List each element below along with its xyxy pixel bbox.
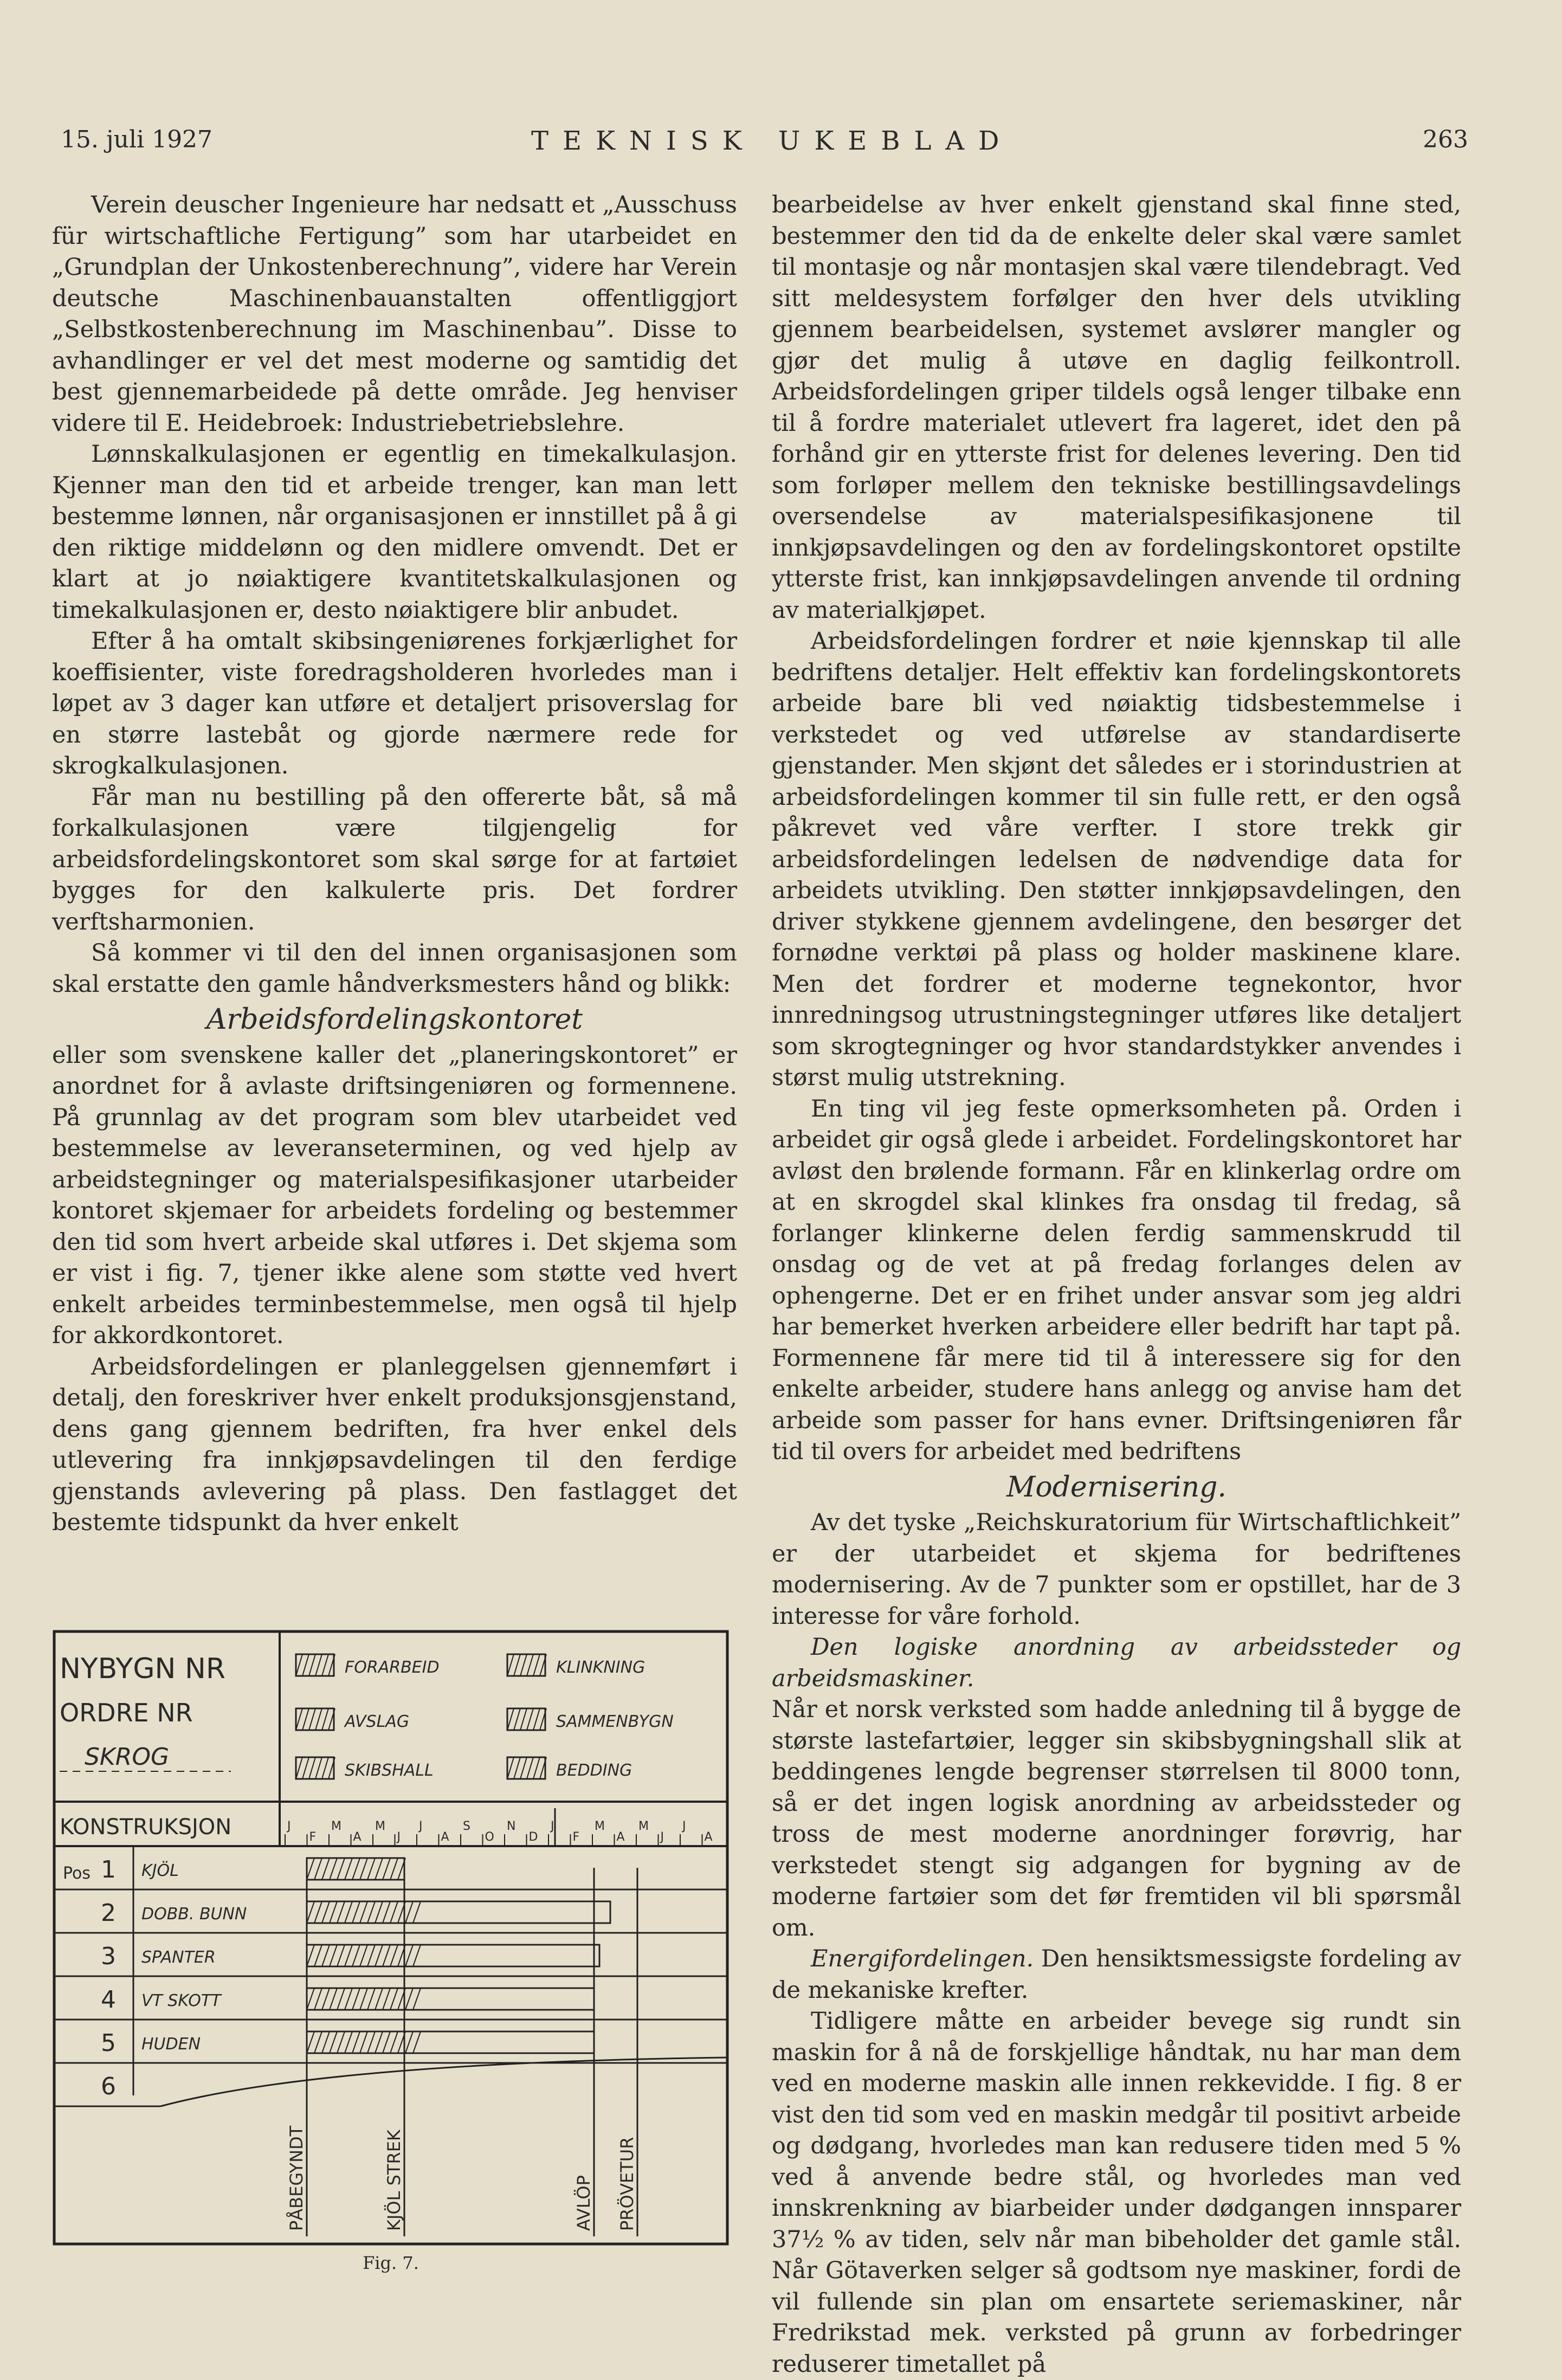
paragraph: Lønnskalkulasjonen er egentlig en timekalkulasjon. Kjenner man den tid et arbeide trenger, kan man lett bestemme lønnen, når organisasjonen er innstillet på å gi den riktige middelønn og den midlere omvendt. Det er klart at jo nøiaktigere kvantitetskalkulasjonen og timekalkulasjonen er, desto nøiaktigere blir anbudet.: [52, 441, 737, 624]
paragraph: Efter å ha omtalt skibsingeniørenes forkjærlighet for koeffisienter, viste foredragsholderen hvorledes man i løpet av 3 dager kan utføre et detaljert prisoverslag for en større lastebåt og gjorde nærmere rede for skrogkalkulasjonen.: [52, 628, 737, 779]
row-label: KJÖL: [141, 1861, 179, 1880]
legend-label: KLINKNING: [556, 1658, 646, 1677]
month-tick: M: [638, 1820, 649, 1833]
paragraph: bearbeidelse av hver enkelt gjenstand skal finne sted, bestemmer den tid da de enkelte deler skal være samlet til montasje og når montasjen skal være tilendebragt. Ved sitt meldesystem forfølger den hver dels utvikling gjennem bearbeidelsen, systemet avslører mangler og gjør det mulig å utøve en daglig feilkontroll. Arbeidsfordelingen griper tildels også lenger tilbake enn til å fordre materialet utlevert fra lageret, idet den på forhånd gir en ytterste frist for delenes levering. Den tid som forløper mellem den tekniske bestillingsavdelings oversendelse av materialspesifikasjonene til innkjøpsavdelingen og den av fordelingskontoret opstilte ytterste frist, kan innkjøpsavdelingen anvende til ordning av materialkjøpet.: [772, 191, 1461, 624]
month-tick: J: [419, 1820, 423, 1833]
paragraph-energy: [772, 1944, 1461, 2006]
month-tick: A: [704, 1830, 713, 1844]
header-title: TEKNISK UKEBLAD: [531, 126, 1014, 156]
nybygn-label: NYBYGN NR: [60, 1653, 226, 1685]
konstruksjon-label: KONSTRUKSJON: [60, 1815, 232, 1840]
month-tick: J: [287, 1820, 291, 1833]
ordre-label: ORDRE NR: [60, 1698, 193, 1727]
paragraph-text: Den hensiktsmessigste fordeling av de mekaniske krefter.: [772, 1945, 1461, 2004]
subheading: Den logiske anordning av arbeidssteder og arbeidsmaskiner.: [772, 1634, 1461, 1692]
legend-label: SAMMENBYGN: [556, 1712, 674, 1731]
row-number: 2: [101, 1899, 116, 1927]
header-date: 15. juli 1927: [61, 126, 213, 153]
month-tick: F: [309, 1830, 317, 1844]
skrog-label: SKROG: [85, 1743, 170, 1771]
month-tick: J: [397, 1830, 401, 1844]
paragraph: Får man nu bestilling på den offererte båt, så må forkalkulasjonen være tilgjengelig for arbeidsfordelingskontoret som skal sørge for at fartøiet bygges for den kalkulerte pris. Det fordrer verftsharmonien.: [52, 783, 737, 936]
right-column: [772, 190, 1461, 2380]
month-tick: S: [463, 1820, 470, 1833]
month-tick: M: [331, 1820, 341, 1833]
milestone-label: AVLÖP: [573, 2175, 594, 2231]
left-column: [52, 190, 737, 1539]
row-label: VT SKOTT: [141, 1991, 221, 2010]
month-tick: F: [572, 1830, 580, 1844]
paragraph: Arbeidsfordelingen er planleggelsen gjennemført i detalj, den foreskriver hver enkelt produksjonsgjenstand, dens gang gjennem bedriften, fra hver enkel dels utlevering fra innkjøpsavdelingen til den ferdige gjenstands avlevering på plass. Den fastlagget det bestemte tidspunkt da hver enkelt: [52, 1353, 737, 1536]
row-label: SPANTER: [141, 1948, 216, 1967]
paragraph: Når et norsk verksted som hadde anledning til å bygge de største lastefartøier, legger sin skibsbygningshall slik at beddingenes lengde begrenser størrelsen til 8000 tonn, så er det ingen logisk anordning av arbeidssteder og tross de mest moderne anordninger forøvrig, har verkstedet stengt sig adgangen for bygning av de moderne fartøier som det før fremtiden vil bli spørsmål om.: [772, 1696, 1461, 1942]
month-tick: A: [616, 1830, 625, 1844]
figure-caption: Fig. 7.: [363, 2253, 419, 2273]
milestone-label: KJÖL STREK: [384, 2130, 404, 2231]
month-tick: J: [551, 1820, 554, 1833]
month-tick: D: [528, 1830, 538, 1844]
figure-7: [52, 1629, 730, 2273]
month-tick: N: [507, 1820, 516, 1833]
row-number: 6: [101, 2073, 116, 2100]
paragraph: Tidligere måtte en arbeider bevege sig rundt sin maskin for å nå de forskjellige håndtak, nu har man dem ved en moderne maskin alle innen rekkevidde. I fig. 8 er vist den tid som ved en maskin medgår til positivt arbeide og dødgang, hvorledes man kan redusere tiden med 5 % ved å anvende bedre stål, og hvorledes man ved innskrenkning av biarbeider under dødgangen innsparer 37½ % av tiden, selv når man bibeholder det gamle stål. Når Götaverken selger så godtsom nye maskiner, fordi de vil fullende sin plan om ensartete seriemaskiner, når Fredrikstad mek. verksted på grunn av forbedringer reduserer timetallet på: [772, 2008, 1461, 2378]
month-axis: [285, 1808, 713, 1846]
subheading: Energifordelingen.: [811, 1945, 1034, 1972]
schedule-bar: [307, 1901, 610, 1923]
schedule-diagram: [52, 1629, 730, 2247]
paragraph: eller som svenskene kaller det „planeringskontoret” er anordnet for å avlaste driftsingeniøren og formennene. På grunnlag av det program som blev utarbeidet ved bestemmelse av leveranseterminen, og ved hjelp av arbeidstegninger og materialspesifikasjoner utarbeider kontoret skjemaer for arbeidets fordeling og bestemmer den tid som hvert arbeide skal utføres i. Det skjema som er vist i fig. 7, tjener ikke alene som støtte ved hvert enkelt arbeides terminbestemmelse, men også til hjelp for akkordkontoret.: [52, 1041, 737, 1349]
row-number: 4: [101, 1986, 116, 2014]
month-tick: M: [375, 1820, 385, 1833]
legend-label: SKIBSHALL: [345, 1761, 434, 1780]
legend-label: AVSLAG: [345, 1712, 410, 1731]
legend-label: BEDDING: [556, 1761, 632, 1780]
month-tick: J: [682, 1820, 686, 1833]
paragraph: Av det tyske „Reichskuratorium für Wirtschaftlichkeit” er der utarbeidet et skjema for bedriftenes modernisering. Av de 7 punkter som er opstillet, har de 3 interesse for våre forhold.: [772, 1509, 1461, 1630]
milestone-label: PRÖVETUR: [617, 2137, 637, 2231]
section-heading: Modernisering.: [1006, 1470, 1227, 1504]
row-label: DOBB. BUNN: [141, 1905, 247, 1924]
row-number: 5: [101, 2029, 116, 2057]
page-number: 263: [1423, 126, 1468, 153]
schedule-bar: [307, 2031, 594, 2053]
paragraph: Arbeidsfordelingen fordrer et nøie kjennskap til alle bedriftens detaljer. Helt effektiv kan fordelingskontorets arbeide bare bli ved nøiaktig tidsbestemmelse i verkstedet og ved utførelse av standardiserte gjenstander. Men skjønt det således er i storindustrien at arbeidsfordelingen kommer til sin fulle rett, er den også påkrevet ved våre verfter. I store trekk gir arbeidsfordelingen ledelsen de nødvendige data for arbeidets utvikling. Den støtter innkjøpsavdelingen, den driver stykkene gjennem avdelingene, den besørger det fornødne verktøi på plass og holder maskinene klare. Men det fordrer et moderne tegnekontor, hvor innredningsog utrustningstegninger utføres like detaljert som skrogtegninger og hvor standardstykker anvendes i størst mulig utstrekning.: [772, 628, 1461, 1091]
month-tick: O: [485, 1830, 494, 1844]
section-heading: Arbeidsfordelingskontoret: [206, 1003, 583, 1036]
schedule-bar: [307, 1988, 594, 2010]
month-tick: A: [353, 1830, 362, 1844]
legend: [296, 1654, 674, 1780]
paragraph: En ting vil jeg feste opmerksomheten på. Orden i arbeidet gir også glede i arbeidet. Fordelingskontoret har avløst den brølende formann. Får en klinkerlag ordre om at en skrogdel skal klinkes fra onsdag til fredag, så forlanger klinkerne delen ferdig sammenskrudd til onsdag og de vet at på fredag forlanges delen av ophengerne. Det er en frihet under ansvar som jeg aldri har bemerket hverken arbeidere eller bedrift har tapt på. Formennene får mere tid til å interessere sig for den enkelte arbeider, studere hans anlegg og anvise ham det arbeide som passer for hans evner. Driftsingeniøren får tid til overs for arbeidet med bedriftens: [772, 1095, 1461, 1465]
row-number: 3: [101, 1943, 116, 1970]
legend-label: FORARBEID: [345, 1658, 440, 1677]
paragraph: Så kommer vi til den del innen organisasjonen som skal erstatte den gamle håndverksmesters hånd og blikk:: [52, 939, 737, 998]
row-number: 1: [101, 1856, 116, 1884]
row-label: HUDEN: [141, 2035, 201, 2054]
paragraph: Verein deuscher Ingenieure har nedsatt et „Ausschuss für wirtschaftliche Fertigung” som har utarbeidet en „Grundplan der Unkostenberechnung”, videre har Verein deutsche Maschinenbauanstalten offentliggjort „Selbstkostenberechnung im Maschinenbau”. Disse to avhandlinger er vel det mest moderne og samtidig det best gjennemarbeidede på dette område. Jeg henviser videre til E. Heidebroek: Industriebetriebslehre.: [52, 191, 737, 437]
month-tick: J: [660, 1830, 664, 1844]
month-tick: A: [441, 1830, 449, 1844]
milestone-label: PÅBEGYNDT: [286, 2125, 307, 2231]
pos-label: Pos: [63, 1864, 91, 1883]
month-tick: M: [595, 1820, 605, 1833]
